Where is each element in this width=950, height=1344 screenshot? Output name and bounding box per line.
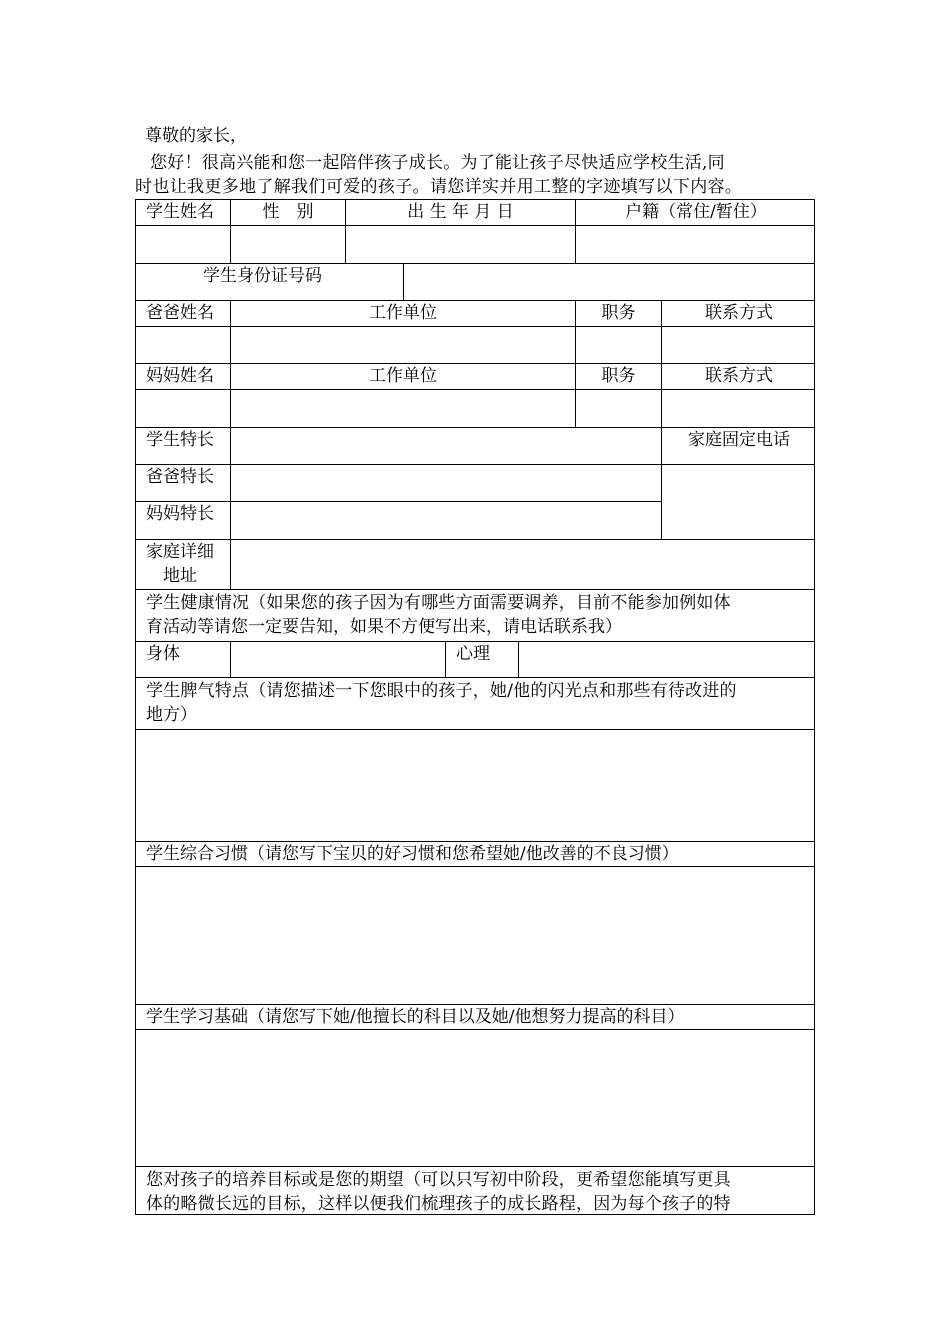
temper-label-line1: 学生脾气特点（请您描述一下您眼中的孩子，她/他的闪光点和那些有待改进的 xyxy=(146,681,737,701)
gender-label: 性 别 xyxy=(262,202,314,222)
habits-label: 学生综合习惯（请您写下宝贝的好习惯和您希望她/他改善的不良习惯） xyxy=(146,844,679,864)
letter-greeting: 尊敬的家长， xyxy=(145,126,247,146)
health-label-line2: 育活动等请您一定要告知，如果不方便写出来，请电话联系我） xyxy=(146,617,622,637)
father-position-label: 职务 xyxy=(601,303,636,323)
mother-contact-label: 联系方式 xyxy=(705,366,773,386)
father-work-unit-label: 工作单位 xyxy=(369,303,437,323)
household-label: 户籍（常住/暂住） xyxy=(625,202,767,222)
father-name-label: 爸爸姓名 xyxy=(146,303,214,323)
mother-name-label: 妈妈姓名 xyxy=(146,366,214,386)
mother-talent-label: 妈妈特长 xyxy=(146,504,214,524)
temper-label-line2: 地方） xyxy=(146,705,197,725)
mind-label: 心理 xyxy=(456,644,490,664)
student-name-label: 学生姓名 xyxy=(146,202,214,222)
father-contact-label: 联系方式 xyxy=(705,303,773,323)
address-label-line2: 地址 xyxy=(163,566,197,586)
body-label: 身体 xyxy=(146,644,180,664)
letter-intro-line1: 您好！很高兴能和您一起陪伴孩子成长。为了能让孩子尽快适应学校生活,同 xyxy=(150,153,725,173)
health-label-line1: 学生健康情况（如果您的孩子因为有哪些方面需要调养，目前不能参加例如体 xyxy=(146,593,731,613)
address-label-line1: 家庭详细 xyxy=(146,542,214,562)
student-info-form xyxy=(135,199,815,1215)
birthdate-label: 出 生 年 月 日 xyxy=(407,202,514,222)
mother-work-unit-label: 工作单位 xyxy=(369,366,437,386)
mother-position-label: 职务 xyxy=(601,366,636,386)
goal-label-line2: 体的略微长远的目标，这样以便我们梳理孩子的成长路程，因为每个孩子的特 xyxy=(146,1194,731,1214)
student-talent-label: 学生特长 xyxy=(146,430,214,450)
goal-label-line1: 您对孩子的培养目标或是您的期望（可以只写初中阶段，更希望您能填写更具 xyxy=(146,1170,731,1190)
letter-intro-line2: 时也让我更多地了解我们可爱的孩子。请您详实并用工整的字迹填写以下内容。 xyxy=(135,177,743,197)
id-number-label: 学生身份证号码 xyxy=(203,266,322,286)
father-talent-label: 爸爸特长 xyxy=(146,467,214,487)
study-label: 学生学习基础（请您写下她/他擅长的科目以及她/他想努力提高的科目） xyxy=(146,1007,685,1027)
home-phone-label: 家庭固定电话 xyxy=(688,430,790,450)
